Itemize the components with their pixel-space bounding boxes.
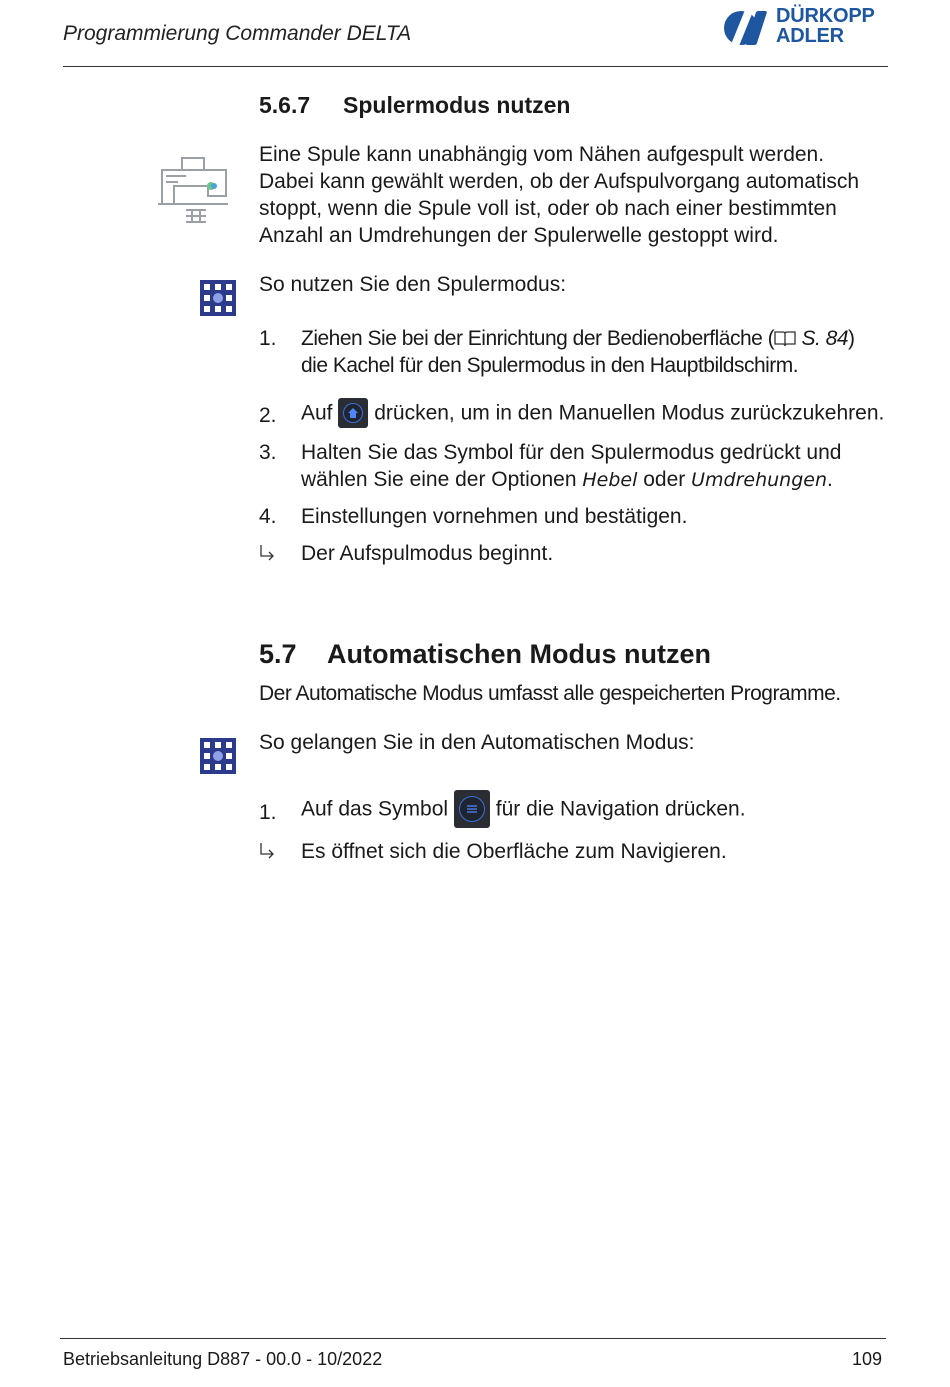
page-reference-link[interactable]: S. 84 xyxy=(801,327,849,350)
section-heading-567: 5.6.7 Spulermodus nutzen xyxy=(259,92,571,118)
step-1-57: 1. Auf das Symbol für die Navigation drücken. xyxy=(259,790,899,830)
intro-paragraph-57: Der Automatische Modus umfasst alle gespeicherten Programme. xyxy=(259,682,841,705)
lead-text-57: So gelangen Sie in den Automatischen Modus: xyxy=(259,731,695,754)
result-57: Es öffnet sich die Oberfläche zum Navigieren. xyxy=(259,838,899,865)
result-arrow-icon xyxy=(259,544,277,564)
brand-logo xyxy=(722,6,892,50)
result-arrow-icon xyxy=(259,842,277,862)
footer-document-id: Betriebsanleitung D887 - 00.0 - 10/2022 xyxy=(63,1349,383,1369)
header-rule xyxy=(63,66,888,67)
section-heading-57: 5.7 Automatischen Modus nutzen xyxy=(259,639,711,669)
sewing-machine-icon xyxy=(156,156,230,224)
step-3-567: 3. Halten Sie das Symbol für den Spulermodus gedrückt und wählen Sie eine der Optionen Hebel oder Umdrehungen. xyxy=(259,441,842,491)
intro-paragraph-567: Eine Spule kann unabhängig vom Nähen aufgespult werden. Dabei kann gewählt werden, ob der Aufspulvorgang automatisch stoppt, wenn die Spule voll ist, oder ob nach einer bestimmten Anzahl an Umdrehungen der Spulerwelle gestoppt wird. xyxy=(259,143,860,247)
result-567: Der Aufspulmodus beginnt. xyxy=(259,540,899,567)
header-title: Programmierung Commander DELTA xyxy=(63,22,412,45)
lead-text-567: So nutzen Sie den Spulermodus: xyxy=(259,273,567,296)
home-button[interactable] xyxy=(338,398,368,428)
footer-rule xyxy=(60,1338,886,1339)
control-panel-icon xyxy=(200,738,236,774)
control-panel-icon xyxy=(200,280,236,316)
book-icon xyxy=(774,330,796,347)
logo-text: DÜRKOPP ADLER xyxy=(776,5,875,47)
navigation-button[interactable] xyxy=(454,790,490,828)
home-icon xyxy=(348,408,358,418)
step-4-567: 4. Einstellungen vornehmen und bestätigen. xyxy=(259,505,688,528)
page-number: 109 xyxy=(852,1349,883,1369)
logo-mark-icon xyxy=(722,6,774,50)
step-1-567: 1. Ziehen Sie bei der Einrichtung der Bedienoberfläche ( S. 84) die Kachel für den Spulermodus in den Hauptbildschirm. xyxy=(259,327,855,377)
step-2-567: 2. Auf drücken, um in den Manuellen Modus zurückzukehren. xyxy=(259,398,899,432)
menu-icon xyxy=(467,805,477,813)
